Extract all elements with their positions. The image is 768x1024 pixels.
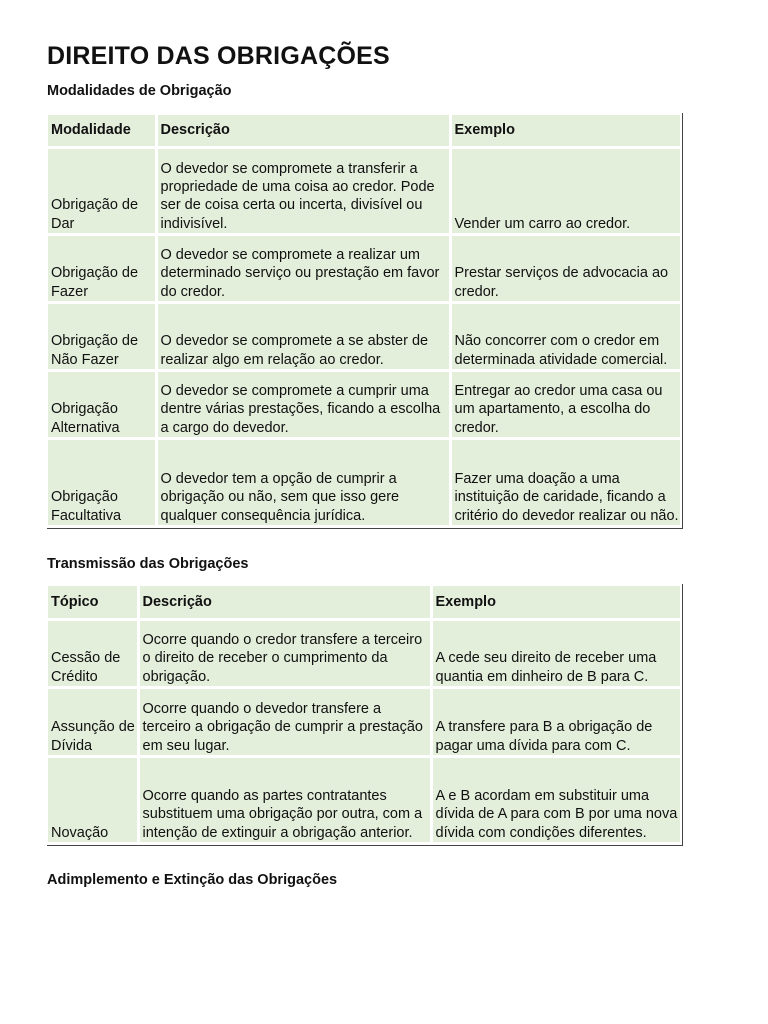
table-row — [47, 688, 681, 757]
table-row — [47, 757, 681, 844]
table-header-row — [47, 114, 681, 148]
cell-modalidade: Obrigação Facultativa — [47, 439, 156, 527]
cell-exemplo: A cede seu direito de receber uma quantia em dinheiro de B para C. — [431, 620, 681, 688]
cell-exemplo: A transfere para B a obrigação de pagar uma dívida para com C. — [431, 688, 681, 757]
cell-exemplo: Não concorrer com o credor em determinada atividade comercial. — [450, 303, 681, 371]
modalidades-table — [46, 112, 682, 528]
page-title: DIREITO DAS OBRIGAÇÕES — [47, 42, 390, 70]
table-row — [47, 620, 681, 688]
cell-modalidade: Obrigação de Dar — [47, 148, 156, 235]
cell-exemplo: Prestar serviços de advocacia ao credor. — [450, 235, 681, 303]
cell-exemplo: Fazer uma doação a uma instituição de caridade, ficando a critério do devedor realizar ou não. — [450, 439, 681, 527]
column-header-descricao: Descrição — [156, 114, 450, 148]
cell-exemplo: Entregar ao credor uma casa ou um apartamento, a escolha do credor. — [450, 371, 681, 439]
cell-descricao: Ocorre quando o devedor transfere a terceiro a obrigação de cumprir a prestação em seu lugar. — [138, 688, 431, 757]
cell-descricao: O devedor se compromete a cumprir uma dentre várias prestações, ficando a escolha a cargo do devedor. — [156, 371, 450, 439]
table-row — [47, 303, 681, 371]
column-header-topico: Tópico — [47, 585, 138, 620]
cell-topico: Novação — [47, 757, 138, 844]
table-row — [47, 439, 681, 527]
cell-topico: Assunção de Dívida — [47, 688, 138, 757]
section-heading-adimplemento: Adimplemento e Extinção das Obrigações — [47, 872, 338, 888]
cell-descricao: O devedor tem a opção de cumprir a obrigação ou não, sem que isso gere qualquer consequência jurídica. — [156, 439, 450, 527]
section-heading-modalidades: Modalidades de Obrigação — [47, 83, 232, 99]
column-header-modalidade: Modalidade — [47, 114, 156, 148]
table-row — [47, 148, 681, 235]
column-header-exemplo: Exemplo — [431, 585, 681, 620]
cell-descricao: Ocorre quando o credor transfere a terceiro o direito de receber o cumprimento da obrigação. — [138, 620, 431, 688]
cell-descricao: O devedor se compromete a se abster de realizar algo em relação ao credor. — [156, 303, 450, 371]
cell-topico: Cessão de Crédito — [47, 620, 138, 688]
section-heading-transmissao: Transmissão das Obrigações — [47, 556, 249, 572]
cell-exemplo: A e B acordam em substituir uma dívida de A para com B por uma nova dívida com condições diferentes. — [431, 757, 681, 844]
cell-modalidade: Obrigação de Não Fazer — [47, 303, 156, 371]
table-header-row — [47, 585, 681, 620]
column-header-descricao: Descrição — [138, 585, 431, 620]
cell-descricao: O devedor se compromete a realizar um determinado serviço ou prestação em favor do credor. — [156, 235, 450, 303]
cell-descricao: O devedor se compromete a transferir a propriedade de uma coisa ao credor. Pode ser de coisa certa ou incerta, divisível ou indivisível. — [156, 148, 450, 235]
table-row — [47, 235, 681, 303]
cell-modalidade: Obrigação de Fazer — [47, 235, 156, 303]
table-row — [47, 371, 681, 439]
transmissao-table — [46, 583, 682, 845]
cell-descricao: Ocorre quando as partes contratantes substituem uma obrigação por outra, com a intenção de extinguir a obrigação anterior. — [138, 757, 431, 844]
cell-modalidade: Obrigação Alternativa — [47, 371, 156, 439]
column-header-exemplo: Exemplo — [450, 114, 681, 148]
cell-exemplo: Vender um carro ao credor. — [450, 148, 681, 235]
